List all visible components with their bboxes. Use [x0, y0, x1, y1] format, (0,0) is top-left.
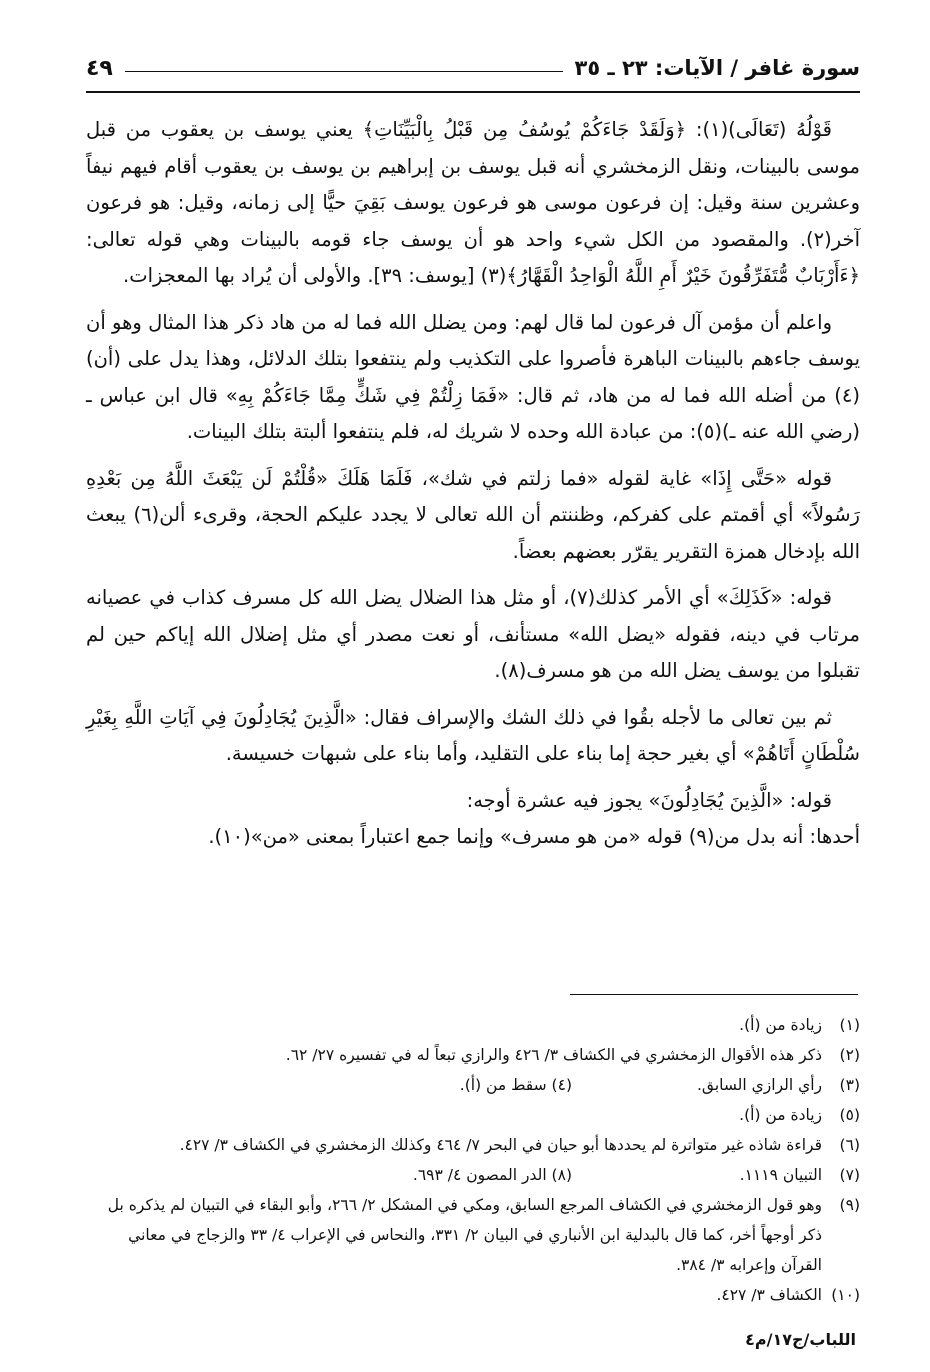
footnote-number: (٣): [839, 1076, 860, 1094]
paragraph: أحدها: أنه بدل من(٩) قوله «من هو مسرف» وإنما جمع اعتباراً بمعنى «من»(١٠).: [208, 825, 860, 848]
paragraph: قَوْلُهُ (تَعَالَى)(١): ﴿وَلَقَدْ جَاءَكُمْ يُوسُفُ مِن قَبْلُ بِالْبَيِّنَاتِ﴾ يعني يوسف بن يعقوب من قبل موسى بالبينات، ونقل الزمخشري أنه قبل يوسف بن إبراهيم بن يوسف بن يعقوب أقام فيهم نيفاً وعشرين سنة وقيل: إن فرعون موسى هو فرعون يوسف بَقِيَ حيًّا إلى زمانه، وقيل: هو فرعون آخر(٢). والمقصود من الكل شيء واحد هو أن يوسف جاء قومه بالبينات وهي قوله تعالى: ﴿ءَأَرْبَابٌ مُّتَفَرِّقُونَ خَيْرٌ أَمِ اللَّهُ الْوَاحِدُ الْقَهَّارُ﴾(٣) [يوسف: ٣٩]. والأولى أن يُراد بها المعجزات.: [86, 118, 860, 287]
footnote-number: (٦): [839, 1136, 860, 1154]
footnotes: [86, 1010, 860, 1310]
footnote: [86, 1010, 860, 1040]
paragraph: قوله: «الَّذِينَ يُجَادِلُونَ» يجوز فيه عشرة أوجه:: [466, 788, 832, 812]
footnote-text: (٨) الدر المصون ٤/ ٦٩٣.: [412, 1166, 572, 1184]
footnote-text: وهو قول الزمخشري في الكشاف المرجع السابق، ومكي في المشكل ٢/ ٢٦٦، وأبو البقاء في التبيان لم يذكره بل ذكر أوجهاً أخر، كما قال بالبدلية ابن الأنباري في البيان ٢/ ٣٣١، والنحاس في الإعراب ٤/ ٣٣ والزجاج في معاني القرآن وإعرابه ٣/ ٣٨٤.: [107, 1196, 822, 1274]
footnote: [86, 1040, 860, 1070]
main-text: [86, 112, 860, 866]
footnote-number: (٩): [839, 1196, 860, 1214]
footnote: [86, 1070, 860, 1100]
footnote-number: (٥): [839, 1106, 860, 1124]
footnote-text: الكشاف ٣/ ٤٢٧.: [716, 1286, 822, 1304]
page-header: [86, 50, 860, 86]
footnote-text: ذكر هذه الأقوال الزمخشري في الكشاف ٣/ ٤٢٦ والرازي تبعاً له في تفسيره ٢٧/ ٦٢.: [285, 1046, 822, 1064]
footnote-text: رأي الرازي السابق.: [696, 1076, 822, 1094]
footnote: [86, 1130, 860, 1160]
footnote-text: التبيان ١١١٩.: [739, 1166, 822, 1184]
paragraph: قوله «حَتَّى إِذَا» غاية لقوله «فما زلتم في شك»، فَلَمَا هَلَكَ «قُلْتُمْ لَن يَبْعَثَ اللَّهُ مِن بَعْدِهِ رَسُولاً» أي أقمتم على كفركم، وظننتم أن الله تعالى لا يجدد عليكم الحجة، وقرىء ألن(٦) يبعث الله بإدخال همزة التقرير يقرّر بعضهم بعضاً.: [86, 466, 860, 563]
footnote-text: (٤) سقط من (أ).: [459, 1076, 572, 1094]
footnote-number: (٢): [839, 1046, 860, 1064]
footnote: [86, 1280, 860, 1310]
page-number: ٤٩: [86, 55, 113, 81]
surah-title: سورة غافر / الآيات: ٢٣ ـ ٣٥: [574, 56, 860, 80]
footnote-number: (٧): [839, 1166, 860, 1184]
footnote-number: (١٠): [831, 1286, 860, 1304]
footnote-divider: [570, 994, 858, 995]
footnote-text: زيادة من (أ).: [739, 1106, 822, 1124]
footnote: [86, 1160, 860, 1190]
paragraph: ثم بين تعالى ما لأجله بقُوا في ذلك الشك والإسراف فقال: «الَّذِينَ يُجَادِلُونَ فِي آيَاتِ اللَّهِ بِغَيْرِ سُلْطَانٍ أَتَاهُمْ» أي بغير حجة إما بناء على التقليد، وأما بناء على شبهات خسيسة.: [86, 705, 860, 765]
header-rule: [125, 71, 563, 72]
footnote-number: (١): [839, 1016, 860, 1034]
footnote-text: زيادة من (أ).: [739, 1016, 822, 1034]
footnote: [86, 1190, 860, 1280]
paragraph: واعلم أن مؤمن آل فرعون لما قال لهم: ومن يضلل الله فما له من هاد ذكر هذا المثال وهو أن يوسف جاءهم بالبينات الباهرة فأصروا على التكذيب ولم ينتفعوا بتلك الدلائل، وهذا يدل على (أن)(٤) من أضله الله فما له من هاد، ثم قال: «فَمَا زِلْتُمْ فِي شَكٍّ مِمَّا جَاءَكُمْ بِهِ» قال ابن عباس ـ (رضي الله عنه ـ)(٥): من عبادة الله وحده لا شريك له، فلم ينتفعوا ألبتة بتلك البينات.: [86, 310, 860, 443]
paragraph: قوله: «كَذَلِكَ» أي الأمر كذلك(٧)، أو مثل هذا الضلال يضل الله كل مسرف كذاب في عصيانه مرتاب في دينه، فقوله «يضل الله» مستأنف، أو نعت مصدر أي مثل إضلال الله إياكم حين لم تقبلوا من يوسف يضل الله من هو مسرف(٨).: [86, 586, 860, 682]
footnote: [86, 1100, 860, 1130]
footnote-text: قراءة شاذه غير متواترة لم يحددها أبو حيان في البحر ٧/ ٤٦٤ وكذلك الزمخشري في الكشاف ٣/ ٤٢٧.: [179, 1136, 822, 1154]
volume-signature: اللباب/ج١٧/م٤: [745, 1330, 856, 1349]
header-divider: [86, 91, 860, 93]
